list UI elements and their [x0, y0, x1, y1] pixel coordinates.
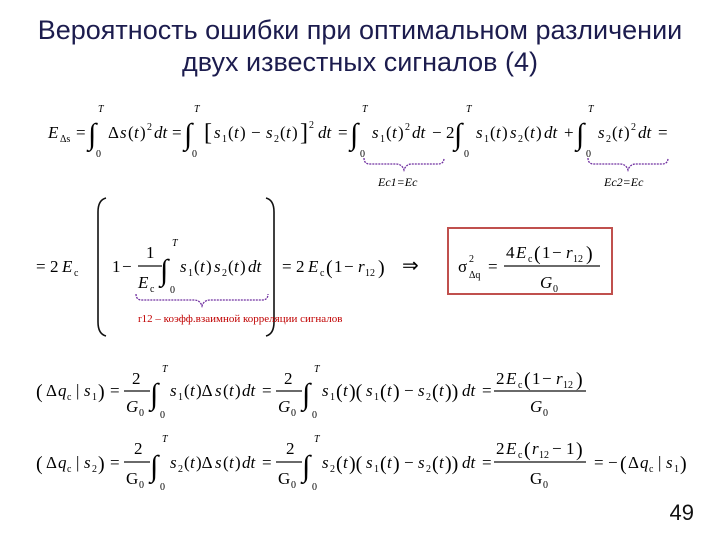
svg-text:2: 2 [518, 134, 523, 145]
svg-text:t: t [387, 381, 392, 400]
svg-text:s: s [215, 453, 222, 472]
underbrace-ec1 [364, 158, 444, 189]
svg-text:dt: dt [242, 381, 256, 400]
svg-text:2: 2 [426, 464, 431, 475]
svg-text:t: t [234, 123, 239, 142]
svg-text:s: s [215, 381, 222, 400]
svg-text:(: ( [380, 453, 387, 475]
svg-text:t: t [618, 123, 623, 142]
svg-text:2: 2 [178, 464, 183, 475]
svg-text:=: = [282, 257, 292, 276]
svg-text:∫: ∫ [350, 118, 359, 151]
svg-text:c: c [518, 450, 523, 461]
svg-text:t: t [286, 123, 291, 142]
svg-text:): ) [240, 123, 246, 142]
svg-text:0: 0 [96, 149, 101, 160]
svg-text:0: 0 [464, 149, 469, 160]
svg-text:−: − [251, 123, 261, 142]
svg-text:∫: ∫ [150, 378, 159, 411]
svg-text:s: s [322, 381, 329, 400]
svg-text:(: ( [194, 257, 200, 276]
svg-text:): ) [206, 257, 212, 276]
svg-text:r: r [532, 439, 539, 458]
svg-text:1: 1 [92, 392, 97, 403]
svg-text:0: 0 [160, 410, 165, 421]
svg-text:1: 1 [674, 464, 679, 475]
svg-text:s: s [170, 381, 177, 400]
svg-text:s: s [476, 123, 483, 142]
svg-text:c: c [74, 268, 79, 279]
svg-text:4: 4 [506, 243, 515, 262]
svg-text:E: E [48, 123, 59, 142]
svg-text:(: ( [336, 381, 343, 403]
svg-text:T: T [194, 104, 200, 115]
svg-text:|: | [658, 453, 662, 472]
svg-text:12: 12 [365, 268, 375, 279]
svg-text:2: 2 [222, 268, 227, 279]
svg-text:r: r [556, 369, 563, 388]
svg-text:2: 2 [147, 122, 152, 133]
svg-text:−: − [542, 369, 552, 388]
svg-text:1: 1 [484, 134, 489, 145]
svg-text:2: 2 [496, 439, 505, 458]
underbrace-ec2-label: Ec2=Ec [604, 175, 644, 189]
svg-text:dt: dt [544, 123, 558, 142]
svg-text:): ) [536, 123, 542, 142]
svg-text:(: ( [336, 453, 343, 475]
svg-text:∫: ∫ [88, 118, 97, 151]
svg-text:): ) [502, 123, 508, 142]
svg-text:2: 2 [50, 257, 59, 276]
svg-text:(: ( [36, 381, 43, 403]
svg-text:c: c [67, 392, 72, 403]
svg-text:t: t [234, 257, 239, 276]
svg-text:=: = [76, 123, 86, 142]
svg-text:(: ( [280, 123, 286, 142]
svg-text:t: t [190, 381, 195, 400]
svg-text:): ) [292, 123, 298, 142]
svg-text:t: t [229, 453, 234, 472]
svg-text:=: = [262, 453, 272, 472]
svg-text:=: = [36, 257, 46, 276]
svg-text:⇒: ⇒ [402, 255, 419, 277]
boxed-variance-formula [448, 228, 612, 295]
svg-text:): ) [393, 381, 400, 403]
svg-text:): ) [576, 369, 583, 391]
svg-text:T: T [466, 104, 472, 115]
svg-text:−: − [404, 381, 414, 400]
svg-text:T: T [362, 104, 368, 115]
svg-text:): ) [624, 123, 630, 142]
svg-text:s: s [170, 453, 177, 472]
svg-text:(: ( [620, 453, 627, 475]
svg-text:2: 2 [469, 254, 474, 265]
svg-text:t: t [200, 257, 205, 276]
svg-text:0: 0 [543, 408, 548, 419]
svg-text:t: t [343, 381, 348, 400]
svg-text:Δ: Δ [46, 453, 57, 472]
svg-text:dt: dt [242, 453, 256, 472]
svg-text:s: s [366, 453, 373, 472]
svg-text:t: t [134, 123, 139, 142]
svg-text:(: ( [524, 369, 531, 391]
svg-text:(: ( [326, 257, 333, 279]
svg-text:(: ( [612, 123, 618, 142]
svg-text:dt: dt [462, 453, 476, 472]
svg-text:0: 0 [543, 480, 548, 491]
svg-text:(: ( [432, 453, 439, 475]
underbrace-r12 [136, 294, 342, 325]
svg-text:t: t [190, 453, 195, 472]
svg-text:t: t [439, 381, 444, 400]
svg-text:r: r [358, 257, 365, 276]
title-line-1: Вероятность ошибки при оптимальном различении [37, 15, 683, 45]
svg-text:∫: ∫ [576, 118, 585, 151]
svg-text:): ) [140, 123, 146, 142]
svg-text:T: T [162, 364, 168, 375]
svg-text:Δq: Δq [469, 270, 481, 281]
svg-text:+: + [564, 123, 574, 142]
svg-text:0: 0 [312, 482, 317, 493]
svg-text:1: 1 [222, 134, 227, 145]
svg-text:0: 0 [360, 149, 365, 160]
svg-text:c: c [320, 268, 325, 279]
svg-text:0: 0 [192, 149, 197, 160]
svg-text:0: 0 [291, 408, 296, 419]
svg-text:G: G [530, 469, 543, 488]
svg-text:(: ( [534, 243, 541, 265]
svg-text:0: 0 [139, 408, 144, 419]
svg-text:2: 2 [132, 369, 141, 388]
underbrace-ec2 [588, 158, 668, 189]
svg-text:(: ( [386, 123, 392, 142]
svg-text:): ) [378, 257, 385, 279]
svg-text:)(: )( [349, 453, 363, 475]
svg-text:s: s [418, 453, 425, 472]
svg-text:E: E [516, 243, 527, 262]
svg-text:1: 1 [374, 392, 379, 403]
svg-text:s: s [180, 257, 187, 276]
svg-text:): ) [680, 453, 687, 475]
svg-text:G: G [126, 397, 139, 416]
svg-text:s: s [322, 453, 329, 472]
underbrace-r12-label: r12 – коэфф.взаимной корреляции сигналов [138, 313, 343, 325]
svg-text:q: q [58, 381, 67, 400]
svg-text:): ) [398, 123, 404, 142]
title-line-2: двух известных сигналов (4) [182, 47, 538, 77]
svg-text:(: ( [524, 123, 530, 142]
svg-text:2: 2 [405, 122, 410, 133]
svg-text:t: t [392, 123, 397, 142]
formula-mean-s2 [36, 434, 687, 493]
svg-text:E: E [506, 439, 517, 458]
svg-text:)(: )( [349, 381, 363, 403]
svg-text:dt: dt [638, 123, 652, 142]
svg-text:=: = [110, 453, 120, 472]
page-number: 49 [669, 500, 694, 525]
svg-text:2: 2 [446, 123, 455, 142]
svg-text:c: c [528, 254, 533, 265]
svg-text:E: E [62, 257, 73, 276]
svg-text:T: T [588, 104, 594, 115]
svg-text:∫: ∫ [160, 254, 169, 287]
svg-text:dt: dt [154, 123, 168, 142]
svg-text:Δ: Δ [628, 453, 639, 472]
svg-text:∫: ∫ [302, 450, 311, 483]
svg-text:dt: dt [318, 123, 332, 142]
svg-text:∫: ∫ [302, 378, 311, 411]
svg-text:1: 1 [178, 392, 183, 403]
svg-text:12: 12 [563, 380, 573, 391]
svg-text:Δ: Δ [108, 123, 119, 142]
svg-text:1: 1 [542, 243, 551, 262]
svg-text:=: = [482, 381, 492, 400]
svg-text:dt: dt [412, 123, 426, 142]
svg-text:0: 0 [160, 482, 165, 493]
svg-text:T: T [162, 434, 168, 445]
svg-text:dt: dt [462, 381, 476, 400]
svg-text:0: 0 [553, 284, 558, 295]
svg-text:(: ( [184, 381, 190, 400]
svg-text:): ) [98, 381, 105, 403]
svg-text:c: c [150, 284, 155, 295]
svg-text:|: | [76, 381, 80, 400]
svg-text:0: 0 [586, 149, 591, 160]
svg-text:c: c [649, 464, 654, 475]
svg-text:2: 2 [274, 134, 279, 145]
svg-text:=: = [110, 381, 120, 400]
svg-text:s: s [366, 381, 373, 400]
svg-text:s: s [214, 123, 221, 142]
svg-text:T: T [98, 104, 104, 115]
svg-text:(: ( [524, 439, 531, 461]
svg-text:(: ( [184, 453, 190, 472]
svg-text:=: = [658, 123, 668, 142]
svg-text:(: ( [228, 257, 234, 276]
svg-text:2: 2 [309, 120, 314, 131]
svg-text:=: = [482, 453, 492, 472]
svg-text:Δs: Δs [60, 134, 71, 145]
svg-text:E: E [138, 273, 149, 292]
svg-text:E: E [506, 369, 517, 388]
svg-text:[: [ [204, 120, 212, 146]
svg-text:(: ( [128, 123, 134, 142]
svg-text:)): )) [445, 453, 459, 475]
svg-text:s: s [510, 123, 517, 142]
svg-text:G: G [530, 397, 543, 416]
svg-text:−: − [432, 123, 442, 142]
svg-text:2: 2 [134, 439, 143, 458]
svg-text:t: t [343, 453, 348, 472]
svg-text:2: 2 [330, 464, 335, 475]
svg-text:∫: ∫ [184, 118, 193, 151]
svg-text:2: 2 [606, 134, 611, 145]
svg-text:(: ( [432, 381, 439, 403]
svg-text:2: 2 [286, 439, 295, 458]
svg-text:): ) [235, 453, 241, 472]
svg-text:1: 1 [532, 369, 541, 388]
svg-text:0: 0 [312, 410, 317, 421]
svg-text:2: 2 [284, 369, 293, 388]
svg-text:r: r [566, 243, 573, 262]
svg-text:−: − [122, 257, 132, 276]
svg-text:2: 2 [92, 464, 97, 475]
svg-text:=: = [172, 123, 182, 142]
svg-text:σ: σ [458, 257, 468, 276]
svg-text:=: = [338, 123, 348, 142]
svg-text:G: G [540, 273, 553, 292]
svg-text:(: ( [490, 123, 496, 142]
svg-text:1: 1 [146, 243, 155, 262]
formula-energy-difference [47, 104, 668, 160]
svg-text:1: 1 [334, 257, 343, 276]
svg-text:s: s [418, 381, 425, 400]
svg-text:G: G [278, 397, 291, 416]
svg-text:c: c [67, 464, 72, 475]
svg-text:t: t [387, 453, 392, 472]
svg-text:−: − [552, 439, 562, 458]
svg-text:G: G [126, 469, 139, 488]
svg-text:t: t [496, 123, 501, 142]
svg-text:=: = [594, 453, 604, 472]
svg-text:): ) [240, 257, 246, 276]
svg-text:=: = [262, 381, 272, 400]
svg-text:s: s [266, 123, 273, 142]
svg-text:): ) [98, 453, 105, 475]
svg-text:)Δ: )Δ [196, 453, 213, 472]
svg-text:|: | [76, 453, 80, 472]
svg-text:−: − [404, 453, 414, 472]
svg-text:0: 0 [170, 285, 175, 296]
svg-text:∫: ∫ [454, 118, 463, 151]
svg-text:(: ( [228, 123, 234, 142]
svg-text:q: q [58, 453, 67, 472]
svg-text:s: s [372, 123, 379, 142]
svg-text:)Δ: )Δ [196, 381, 213, 400]
svg-text:2: 2 [496, 369, 505, 388]
svg-text:−: − [552, 243, 562, 262]
svg-text:s: s [666, 453, 673, 472]
svg-text:q: q [640, 453, 649, 472]
svg-text:s: s [214, 257, 221, 276]
svg-text:dt: dt [248, 257, 262, 276]
svg-text:=: = [488, 257, 498, 276]
svg-text:2: 2 [631, 122, 636, 133]
svg-text:1: 1 [374, 464, 379, 475]
svg-text:]: ] [300, 120, 308, 146]
svg-text:1: 1 [112, 257, 121, 276]
svg-text:1: 1 [380, 134, 385, 145]
svg-text:(: ( [36, 453, 43, 475]
svg-text:Δ: Δ [46, 381, 57, 400]
svg-text:s: s [84, 453, 91, 472]
svg-text:): ) [576, 439, 583, 461]
svg-text:12: 12 [573, 254, 583, 265]
svg-text:(: ( [380, 381, 387, 403]
svg-text:∫: ∫ [150, 450, 159, 483]
svg-text:0: 0 [291, 480, 296, 491]
svg-text:(: ( [223, 381, 229, 400]
svg-text:1: 1 [566, 439, 575, 458]
svg-text:2: 2 [426, 392, 431, 403]
svg-text:t: t [439, 453, 444, 472]
svg-text:): ) [235, 381, 241, 400]
svg-text:0: 0 [139, 480, 144, 491]
svg-text:−: − [344, 257, 354, 276]
svg-text:−: − [608, 453, 618, 472]
svg-text:1: 1 [188, 268, 193, 279]
svg-text:(: ( [223, 453, 229, 472]
svg-text:): ) [586, 243, 593, 265]
svg-text:s: s [84, 381, 91, 400]
svg-text:s: s [120, 123, 127, 142]
svg-text:E: E [308, 257, 319, 276]
svg-text:2: 2 [296, 257, 305, 276]
svg-text:t: t [229, 381, 234, 400]
svg-text:): ) [393, 453, 400, 475]
svg-text:12: 12 [539, 450, 549, 461]
svg-text:G: G [278, 469, 291, 488]
svg-text:c: c [518, 380, 523, 391]
underbrace-ec1-label: Ec1=Ec [378, 175, 418, 189]
svg-text:1: 1 [330, 392, 335, 403]
formula-mean-s1 [36, 364, 586, 421]
svg-text:T: T [314, 364, 320, 375]
svg-text:t: t [530, 123, 535, 142]
svg-text:T: T [172, 238, 178, 249]
svg-text:s: s [598, 123, 605, 142]
svg-text:)): )) [445, 381, 459, 403]
svg-text:T: T [314, 434, 320, 445]
